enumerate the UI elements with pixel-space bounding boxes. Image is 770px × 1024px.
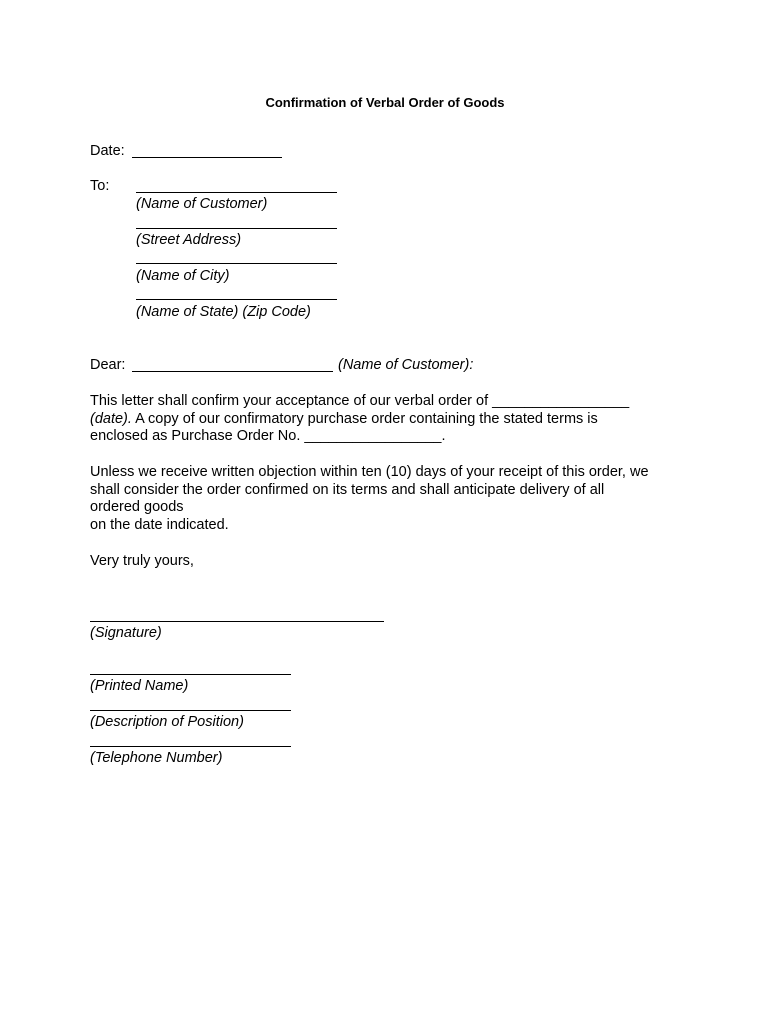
city-hint: (Name of City)	[136, 268, 230, 284]
street-address-line	[136, 228, 337, 229]
dear-label: Dear:	[90, 357, 126, 373]
telephone-line	[90, 746, 291, 747]
position-hint: (Description of Position)	[90, 714, 244, 730]
signature-line	[90, 621, 384, 622]
document-title: Confirmation of Verbal Order of Goods	[265, 95, 505, 110]
customer-name-hint: (Name of Customer)	[136, 196, 268, 212]
state-zip-hint: (Name of State) (Zip Code)	[136, 304, 311, 320]
paragraph1-date-hint: (date).	[90, 410, 132, 427]
paragraph2-line3: ordered goods	[90, 499, 184, 515]
paragraph2-line1: Unless we receive written objection within ten (10) days of your receipt of this order, we	[90, 464, 649, 480]
closing: Very truly yours,	[90, 553, 194, 569]
dear-blank-line	[132, 371, 333, 372]
paragraph2-line2: shall consider the order confirmed on its terms and shall anticipate delivery of all	[90, 481, 605, 498]
printed-name-line	[90, 674, 291, 675]
paragraph1-line1: This letter shall confirm your acceptance of our verbal order of _________________	[90, 393, 630, 409]
signature-hint: (Signature)	[90, 625, 162, 641]
city-line	[136, 263, 337, 264]
date-label: Date:	[90, 143, 125, 159]
paragraph-confirmation	[90, 393, 690, 446]
street-address-hint: (Street Address)	[136, 232, 242, 248]
position-line	[90, 710, 291, 711]
customer-name-line	[136, 192, 337, 193]
printed-name-hint: (Printed Name)	[90, 678, 189, 694]
to-label: To:	[90, 178, 110, 194]
dear-customer-hint: (Name of Customer):	[338, 357, 474, 373]
paragraph1-line2-text: A copy of our confirmatory purchase order containing the stated terms is	[131, 410, 598, 427]
paragraph2-line4: on the date indicated.	[90, 516, 229, 533]
state-zip-line	[136, 299, 337, 300]
telephone-hint: (Telephone Number)	[90, 750, 223, 766]
date-blank-line	[132, 157, 282, 158]
paragraph1-line3: enclosed as Purchase Order No. _________________.	[90, 428, 446, 444]
paragraph-objection	[90, 464, 690, 534]
paragraph1-line2	[90, 411, 690, 429]
